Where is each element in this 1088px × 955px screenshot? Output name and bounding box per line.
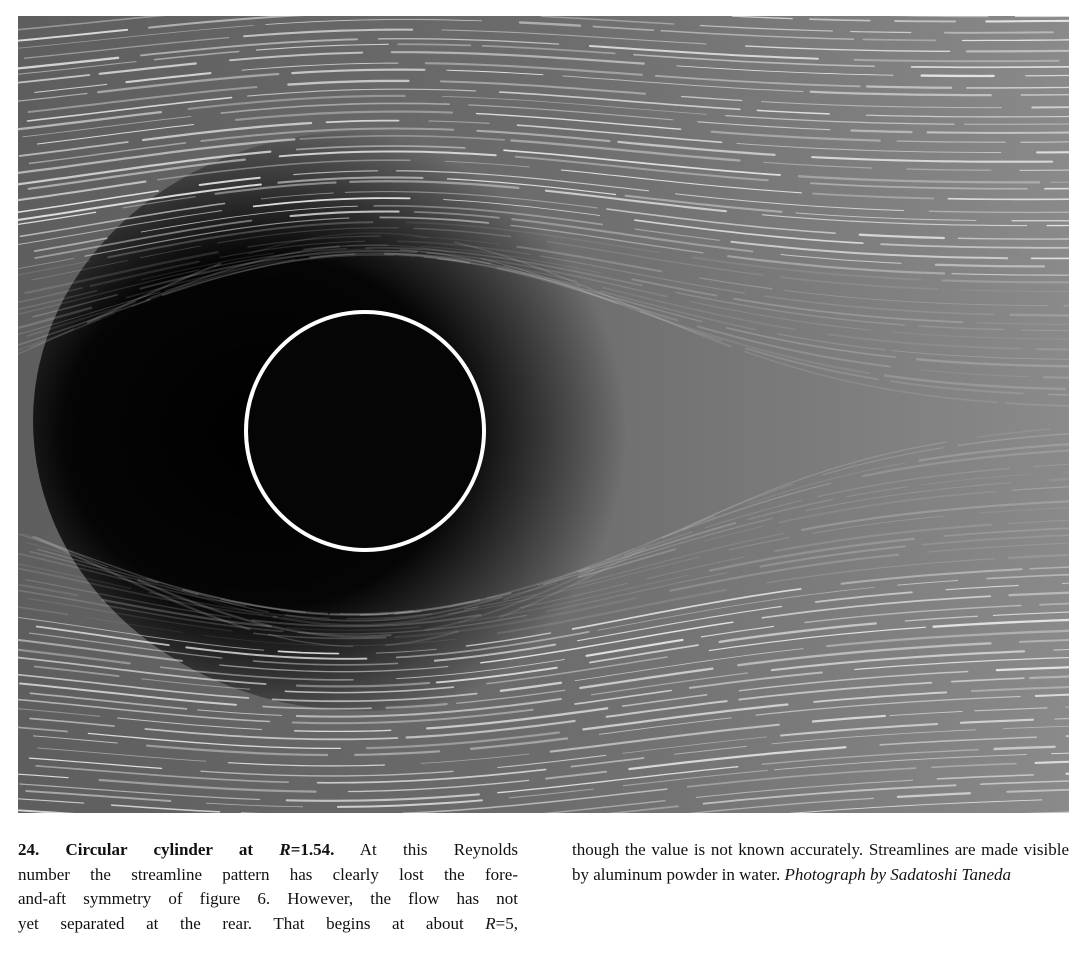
cylinder-outline [246,312,484,550]
streak-line [1037,152,1069,153]
streak-line [967,50,1069,51]
streak-line [1012,220,1069,221]
caption-line-3: and-aft symmetry of figure 6. However, the flow has not [18,889,518,908]
streak-line [851,131,911,133]
caption-line-2: number the streamline pattern has clearly lost the fore- [18,864,518,884]
figure-number: 24. [18,840,40,859]
streak-line [948,199,1068,200]
caption-text-2: though the value is not known accurately. Streamlines are made visible by aluminum powder in water. [572,840,1069,884]
flow-visualization [18,16,1069,813]
streak-line [1044,377,1069,379]
streak-line [945,32,1053,33]
flow-photograph [18,16,1069,813]
streak-line [1011,315,1070,316]
caption-text-1: At this Reynolds [359,840,519,859]
caption-line-1 [18,838,518,863]
streak-line [1032,107,1069,108]
photo-credit: Photograph by Sadatoshi Taneda [784,864,1011,884]
streak-line [867,87,951,88]
streak-line [1022,330,1069,331]
streak-line [863,39,935,40]
caption-right-column [572,838,1069,887]
caption-left-column [18,838,518,936]
streak-line [928,132,1069,133]
caption-line-4: yet separated at the rear. That begins at about R=5, [18,913,519,933]
figure-title: Circular cylinder at R=1.54. [65,840,335,859]
streak-line [1016,16,1070,17]
